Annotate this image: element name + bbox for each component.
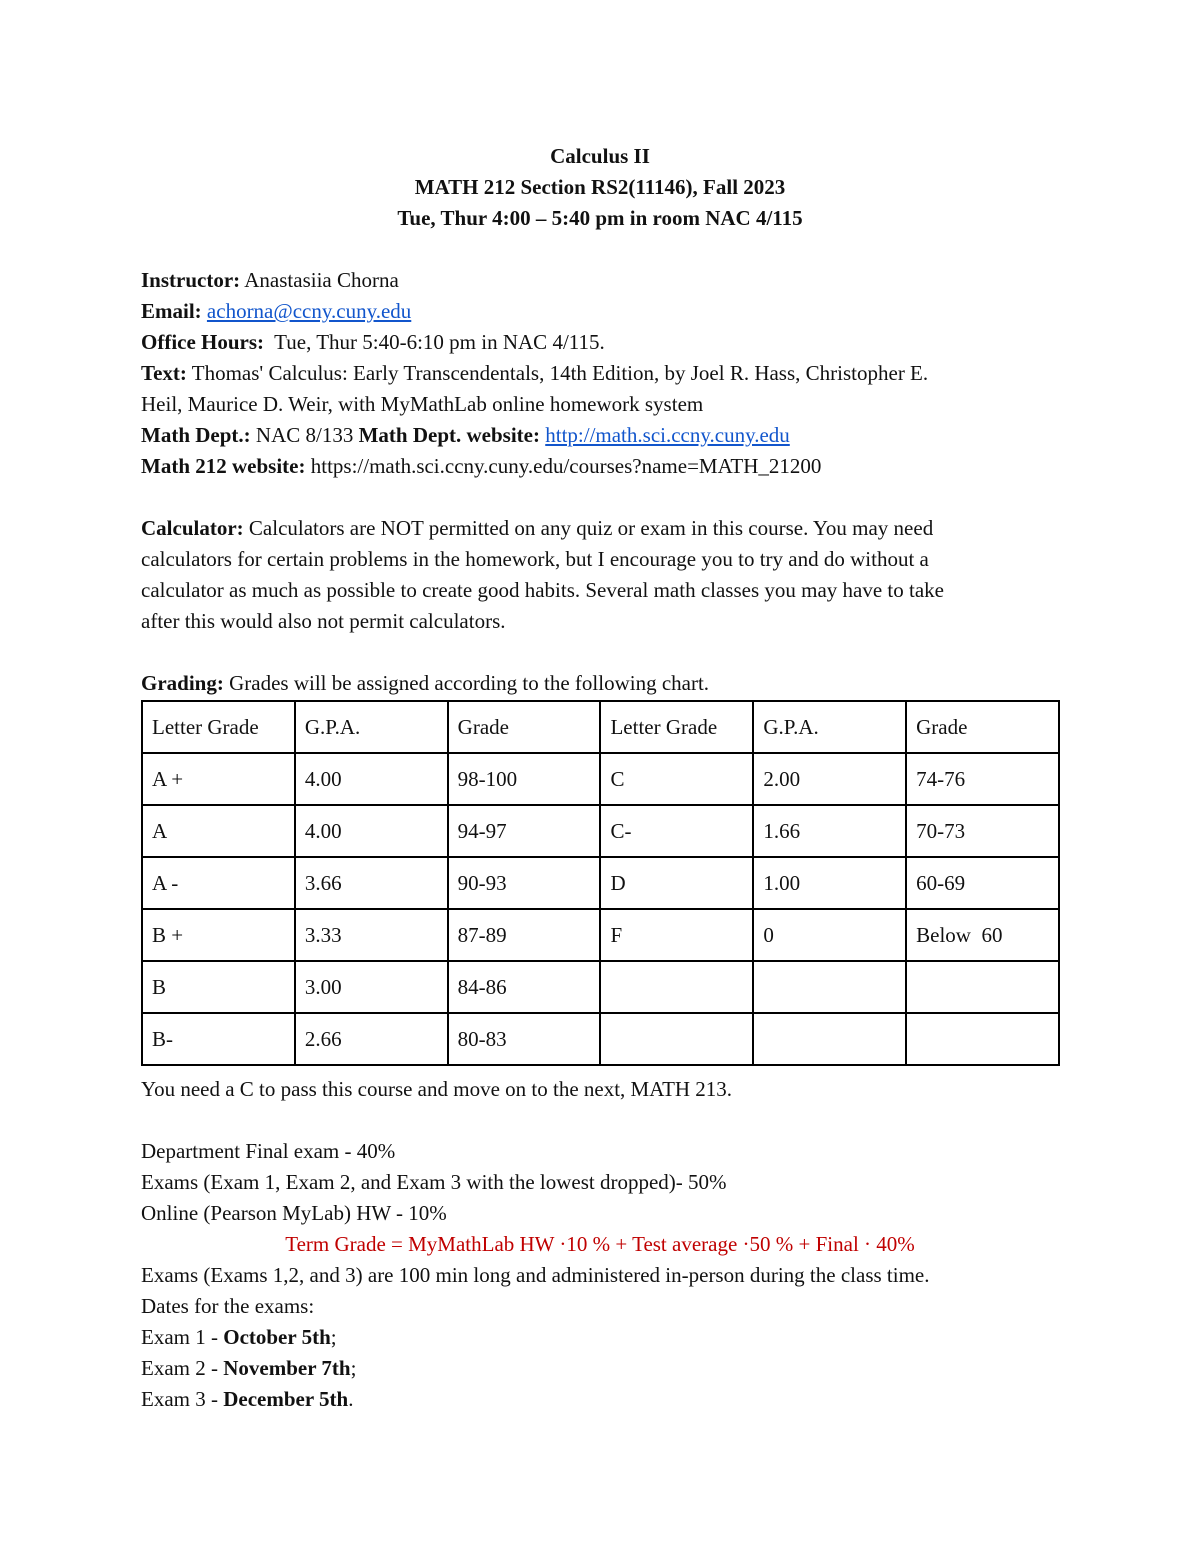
table-row (142, 909, 1059, 961)
table-cell: 98-100 (448, 753, 601, 805)
exam-dates-label: Dates for the exams: (141, 1294, 315, 1318)
course-section: MATH 212 Section RS2(11146), Fall 2023 (414, 175, 786, 199)
table-cell: A - (142, 857, 295, 909)
table-header-cell: G.P.A. (295, 701, 448, 753)
table-cell: B (142, 961, 295, 1013)
textbook-line-2: Heil, Maurice D. Weir, with MyMathLab online homework system (141, 392, 704, 416)
table-row (142, 753, 1059, 805)
grading-intro: Grading: Grades will be assigned according to the following chart. (141, 671, 710, 695)
table-cell: 3.33 (295, 909, 448, 961)
table-cell: 70-73 (906, 805, 1059, 857)
table-cell: 84-86 (448, 961, 601, 1013)
textbook-line: Text: Thomas' Calculus: Early Transcendentals, 14th Edition, by Joel R. Hass, Christopher E. (141, 361, 929, 385)
table-cell: 3.66 (295, 857, 448, 909)
math-dept-line: Math Dept.: NAC 8/133 Math Dept. website: http://math.sci.ccny.cuny.edu (141, 423, 790, 447)
table-cell: 3.00 (295, 961, 448, 1013)
table-header-cell: Grade (906, 701, 1059, 753)
table-cell: 1.66 (753, 805, 906, 857)
weight-final: Department Final exam - 40% (141, 1139, 396, 1163)
calculator-line-1: Calculator: Calculators are NOT permitted on any quiz or exam in this course. You may need (141, 516, 934, 540)
grade-table (141, 700, 1060, 1066)
table-cell (753, 961, 906, 1013)
course-website-url: https://math.sci.ccny.cuny.edu/courses?name=MATH_21200 (310, 454, 822, 478)
table-cell (906, 1013, 1059, 1065)
table-header-cell: Grade (448, 701, 601, 753)
table-cell: B- (142, 1013, 295, 1065)
calculator-line-4: after this would also not permit calculators. (141, 609, 506, 633)
term-grade-formula: Term Grade = MyMathLab HW ·10 % + Test average ·50 % + Final · 40% (285, 1232, 915, 1256)
table-cell: Below 60 (906, 909, 1059, 961)
exam-format: Exams (Exams 1,2, and 3) are 100 min long and administered in-person during the class time. (141, 1263, 930, 1287)
email-line: Email: achorna@ccny.cuny.edu (141, 299, 412, 323)
table-cell: 74-76 (906, 753, 1059, 805)
email-link[interactable]: achorna@ccny.cuny.edu (206, 299, 412, 323)
calculator-line-2: calculators for certain problems in the homework, but I encourage you to try and do without a (141, 547, 929, 571)
course-title: Calculus II (550, 144, 650, 168)
exam-1-date: Exam 1 - October 5th; (141, 1325, 337, 1349)
table-cell: 60-69 (906, 857, 1059, 909)
table-row (142, 701, 1059, 753)
table-cell: 2.66 (295, 1013, 448, 1065)
table-header-cell: G.P.A. (753, 701, 906, 753)
table-cell: 2.00 (753, 753, 906, 805)
table-header-cell: Letter Grade (600, 701, 753, 753)
table-cell: 94-97 (448, 805, 601, 857)
dept-website-link[interactable]: http://math.sci.ccny.cuny.edu (545, 423, 790, 447)
table-cell: F (600, 909, 753, 961)
calculator-line-3: calculator as much as possible to create good habits. Several math classes you may have to take (141, 578, 944, 602)
table-row (142, 805, 1059, 857)
table-cell (753, 1013, 906, 1065)
table-cell: 80-83 (448, 1013, 601, 1065)
table-cell (906, 961, 1059, 1013)
course-website-line: Math 212 website: https://math.sci.ccny.cuny.edu/courses?name=MATH_21200 (141, 454, 822, 478)
table-header-cell: Letter Grade (142, 701, 295, 753)
table-cell: A + (142, 753, 295, 805)
table-cell: C- (600, 805, 753, 857)
table-row (142, 857, 1059, 909)
weight-online: Online (Pearson MyLab) HW - 10% (141, 1201, 447, 1225)
table-cell: 87-89 (448, 909, 601, 961)
table-cell: D (600, 857, 753, 909)
table-cell: 0 (753, 909, 906, 961)
table-cell: A (142, 805, 295, 857)
exam-2-date: Exam 2 - November 7th; (141, 1356, 357, 1380)
table-cell: B + (142, 909, 295, 961)
weight-exams: Exams (Exam 1, Exam 2, and Exam 3 with the lowest dropped)- 50% (141, 1170, 727, 1194)
table-cell (600, 1013, 753, 1065)
table-cell: C (600, 753, 753, 805)
table-cell: 4.00 (295, 805, 448, 857)
table-cell: 1.00 (753, 857, 906, 909)
exam-3-date: Exam 3 - December 5th. (141, 1387, 354, 1411)
instructor-line: Instructor: Anastasiia Chorna (141, 268, 399, 292)
pass-note: You need a C to pass this course and move on to the next, MATH 213. (141, 1077, 733, 1101)
course-schedule: Tue, Thur 4:00 – 5:40 pm in room NAC 4/115 (397, 206, 803, 230)
table-row (142, 1013, 1059, 1065)
table-row (142, 961, 1059, 1013)
table-cell: 90-93 (448, 857, 601, 909)
office-hours-line: Office Hours: Tue, Thur 5:40-6:10 pm in NAC 4/115. (141, 330, 605, 354)
table-cell (600, 961, 753, 1013)
table-cell: 4.00 (295, 753, 448, 805)
